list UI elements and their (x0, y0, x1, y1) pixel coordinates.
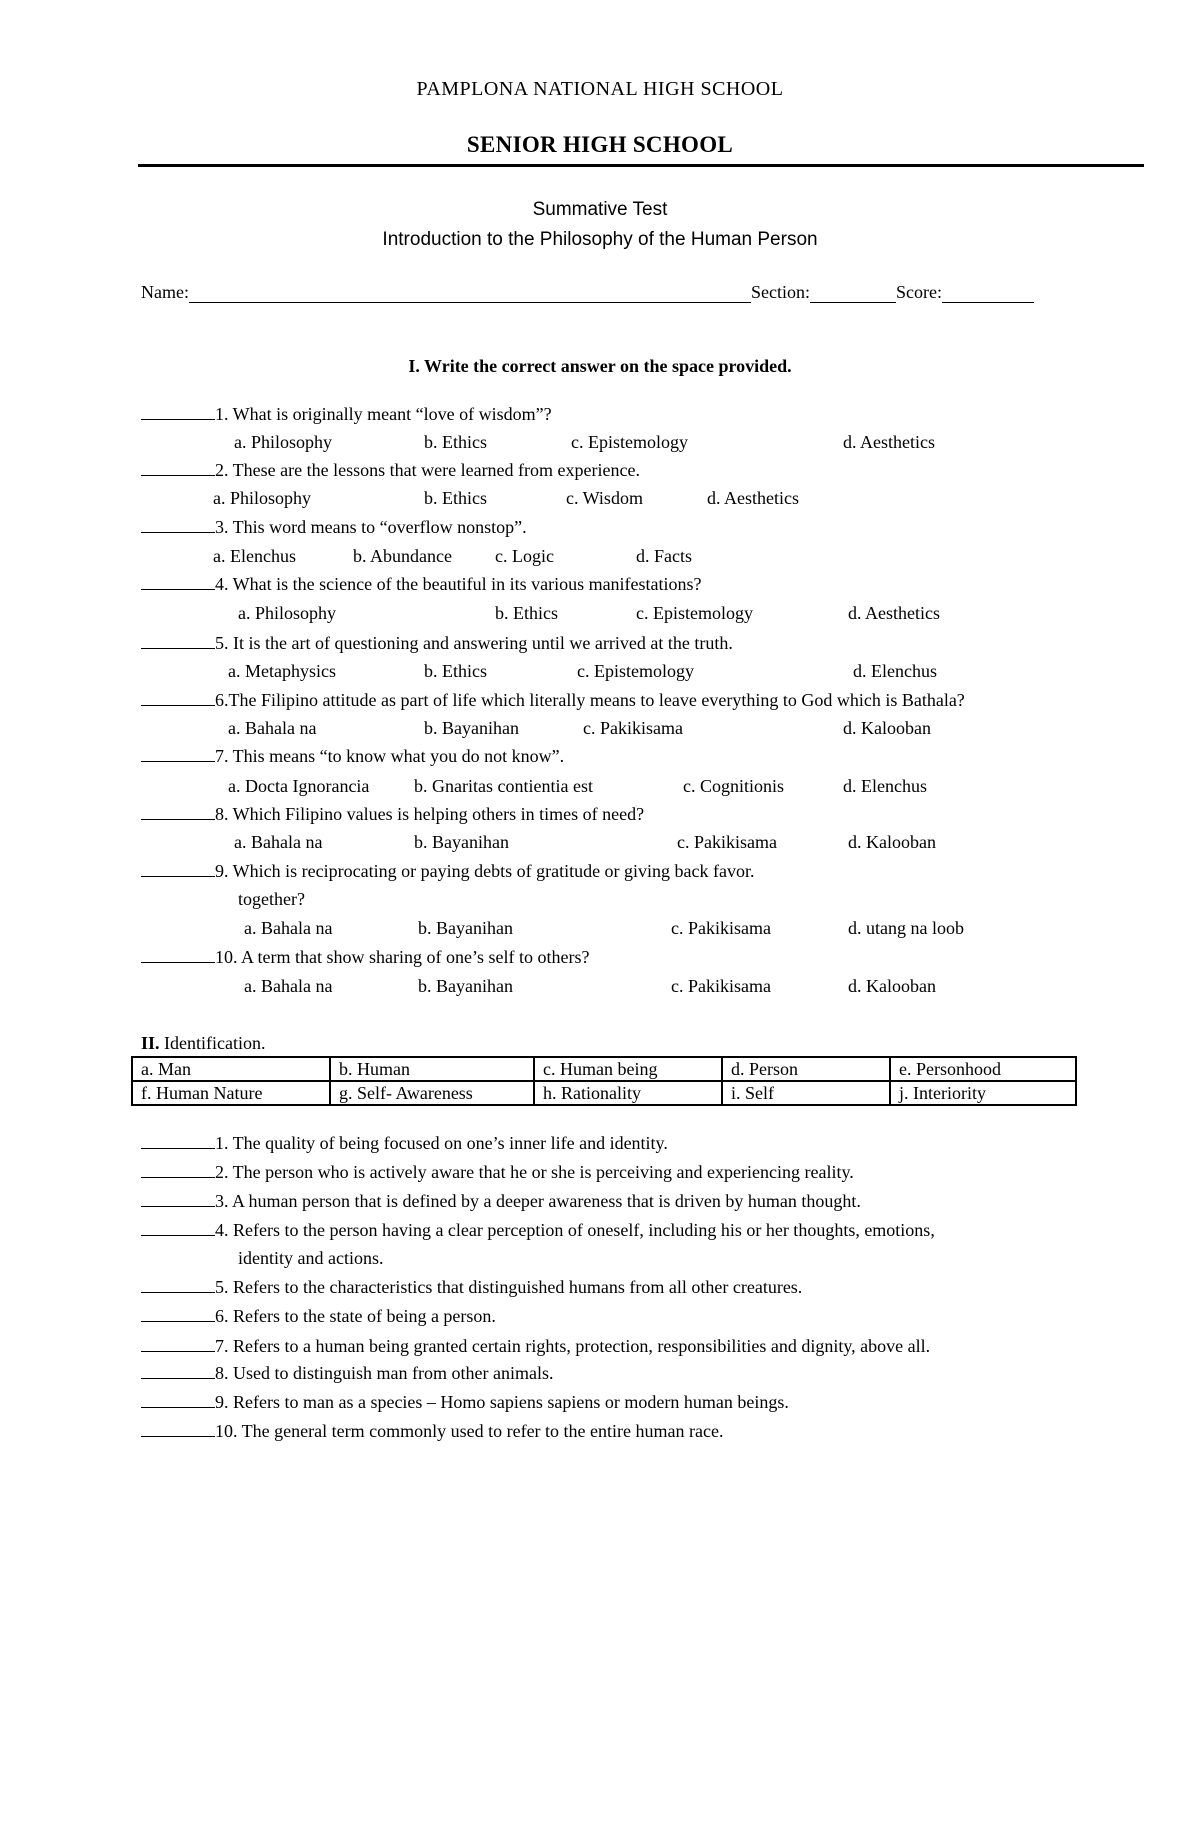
choice: b. Ethics (424, 432, 487, 452)
table-row (132, 1057, 1076, 1081)
table-cell: e. Personhood (890, 1057, 1076, 1081)
identification-item-5: 5. Refers to the characteristics that distinguished humans from all other creatures. (141, 1276, 802, 1298)
section-field[interactable] (810, 284, 896, 303)
part1-instruction: I. Write the correct answer on the space provided. (408, 356, 792, 376)
identification-item-9: 9. Refers to man as a species – Homo sapiens sapiens or modern human beings. (141, 1391, 789, 1413)
question-9-continuation: together? (238, 889, 305, 909)
score-label: Score: (895, 282, 942, 302)
choice: b. Ethics (424, 488, 487, 508)
question-9: 9. Which is reciprocating or paying debts of gratitude or giving back favor. (141, 860, 755, 882)
question-10: 10. A term that show sharing of one’s self to others? (141, 946, 589, 968)
choice: c. Epistemology (636, 603, 753, 623)
answer-blank[interactable] (141, 1190, 215, 1207)
identification-item-4: 4. Refers to the person having a clear perception of oneself, including his or her thoughts, emotions, (141, 1219, 935, 1241)
question-5: 5. It is the art of questioning and answering until we arrived at the truth. (141, 632, 733, 654)
student-info-line (141, 282, 1034, 303)
choice: a. Docta Ignorancia (228, 776, 370, 796)
choice: c. Cognitionis (683, 776, 785, 796)
question-2: 2. These are the lessons that were learned from experience. (141, 459, 640, 481)
choice: d. Elenchus (853, 661, 937, 681)
part2-heading: II. Identification. (141, 1033, 266, 1053)
section-label: Section: (750, 282, 810, 302)
subject-title: Introduction to the Philosophy of the Human Person (382, 229, 818, 250)
answer-blank[interactable] (141, 632, 215, 649)
identification-item-8: 8. Used to distinguish man from other animals. (141, 1362, 553, 1384)
identification-item-6: 6. Refers to the state of being a person. (141, 1305, 496, 1327)
choice: b. Gnaritas contientia est (414, 776, 593, 796)
choice: d. Elenchus (843, 776, 927, 796)
table-cell: g. Self- Awareness (330, 1081, 534, 1105)
choice: c. Epistemology (577, 661, 694, 681)
table-cell: h. Rationality (534, 1081, 722, 1105)
identification-item-10: 10. The general term commonly used to refer to the entire human race. (141, 1420, 723, 1442)
header-divider (138, 164, 1144, 167)
choice: c. Pakikisama (677, 832, 777, 852)
answer-blank[interactable] (141, 946, 215, 963)
answer-blank[interactable] (141, 860, 215, 877)
table-cell: a. Man (132, 1057, 330, 1081)
name-label: Name: (141, 282, 189, 302)
answer-blank[interactable] (141, 689, 215, 706)
choice: d. Kalooban (848, 976, 936, 996)
identification-item-2: 2. The person who is actively aware that he or she is perceiving and experiencing reality. (141, 1161, 854, 1183)
answer-blank[interactable] (141, 1276, 215, 1293)
answer-blank[interactable] (141, 1132, 215, 1149)
question-1: 1. What is originally meant “love of wisdom”? (141, 403, 552, 425)
choice: d. Aesthetics (843, 432, 935, 452)
answer-blank[interactable] (141, 573, 215, 590)
answer-blank[interactable] (141, 1219, 215, 1236)
question-8: 8. Which Filipino values is helping others in times of need? (141, 803, 644, 825)
question-4: 4. What is the science of the beautiful in its various manifestations? (141, 573, 702, 595)
table-cell: f. Human Nature (132, 1081, 330, 1105)
table-cell: b. Human (330, 1057, 534, 1081)
test-type: Summative Test (532, 199, 668, 220)
department-title: SENIOR HIGH SCHOOL (466, 132, 734, 157)
answer-blank[interactable] (141, 1305, 215, 1322)
choice: b. Ethics (495, 603, 558, 623)
choice: a. Metaphysics (228, 661, 336, 681)
choice: c. Wisdom (566, 488, 643, 508)
answer-blank[interactable] (141, 516, 215, 533)
choice: b. Bayanihan (418, 918, 513, 938)
identification-item-1: 1. The quality of being focused on one’s inner life and identity. (141, 1132, 668, 1154)
identification-item-4-continuation: identity and actions. (238, 1248, 384, 1268)
table-row (132, 1081, 1076, 1105)
choice: c. Pakikisama (671, 976, 771, 996)
choice: b. Bayanihan (418, 976, 513, 996)
choice: a. Philosophy (213, 488, 312, 508)
choice: d. Kalooban (848, 832, 936, 852)
answer-blank[interactable] (141, 403, 215, 420)
answer-blank[interactable] (141, 1420, 215, 1437)
choice: b. Bayanihan (414, 832, 509, 852)
choice: c. Pakikisama (671, 918, 771, 938)
choice: d. Facts (636, 546, 692, 566)
choice: c. Pakikisama (583, 718, 683, 738)
table-cell: d. Person (722, 1057, 890, 1081)
table-cell: j. Interiority (890, 1081, 1076, 1105)
choice: b. Abundance (353, 546, 452, 566)
choice: a. Bahala na (228, 718, 317, 738)
choice: a. Philosophy (234, 432, 333, 452)
choice: a. Bahala na (244, 976, 333, 996)
choice: a. Bahala na (244, 918, 333, 938)
score-field[interactable] (942, 284, 1034, 303)
identification-item-3: 3. A human person that is defined by a deeper awareness that is driven by human thought. (141, 1190, 861, 1212)
identification-table (131, 1056, 1077, 1106)
choice: a. Philosophy (238, 603, 337, 623)
choice: a. Elenchus (213, 546, 296, 566)
choice: d. Aesthetics (707, 488, 799, 508)
question-6: 6.The Filipino attitude as part of life which literally means to leave everything to God which is Bathala? (141, 689, 965, 711)
choice: d. utang na loob (848, 918, 964, 938)
choice: b. Ethics (424, 661, 487, 681)
answer-blank[interactable] (141, 803, 215, 820)
name-field[interactable] (189, 284, 751, 303)
choice: c. Logic (495, 546, 554, 566)
choice: b. Bayanihan (424, 718, 519, 738)
choice: a. Bahala na (234, 832, 323, 852)
identification-item-7: 7. Refers to a human being granted certain rights, protection, responsibilities and dignity, above all. (141, 1335, 930, 1357)
school-name: PAMPLONA NATIONAL HIGH SCHOOL (416, 78, 784, 100)
table-cell: i. Self (722, 1081, 890, 1105)
answer-blank[interactable] (141, 1391, 215, 1408)
choice: c. Epistemology (571, 432, 688, 452)
answer-blank[interactable] (141, 1362, 215, 1379)
answer-blank[interactable] (141, 745, 215, 762)
answer-blank[interactable] (141, 1161, 215, 1178)
answer-blank[interactable] (141, 1335, 215, 1352)
answer-blank[interactable] (141, 459, 215, 476)
choice: d. Kalooban (843, 718, 931, 738)
table-cell: c. Human being (534, 1057, 722, 1081)
question-3: 3. This word means to “overflow nonstop”. (141, 516, 527, 538)
question-7: 7. This means “to know what you do not know”. (141, 745, 564, 767)
choice: d. Aesthetics (848, 603, 940, 623)
